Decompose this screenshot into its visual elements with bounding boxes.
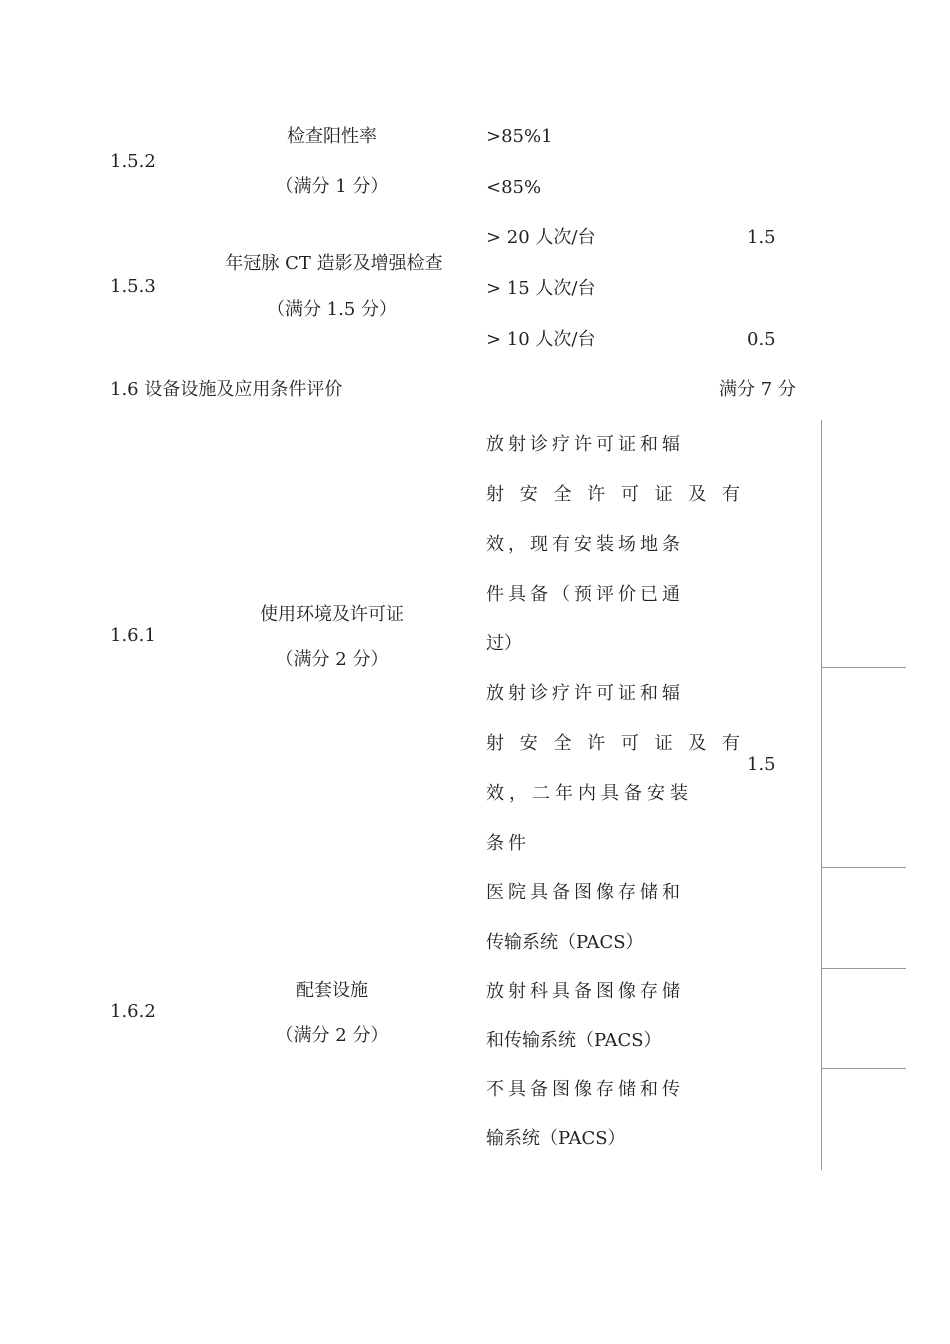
item-number: 1.6.2 (110, 1001, 156, 1022)
criterion: > 15 人次/台 (486, 278, 596, 299)
table-border-horizontal (821, 867, 906, 868)
option-line: 射 安 全 许 可 证 及 有 (486, 733, 746, 754)
item-score-note: （满分 2 分） (275, 649, 389, 670)
option-line: 效，现有安装场地条 (486, 534, 684, 555)
option-line: 输系统（PACS） (486, 1128, 626, 1149)
option-line: 效，二年内具备安装 (486, 783, 693, 804)
score-value: 1.5 (747, 754, 776, 775)
criterion: <85% (486, 177, 542, 198)
item-number: 1.6.1 (110, 625, 156, 646)
item-name: 年冠脉 CT 造影及增强检查 (225, 253, 443, 274)
criterion: > 20 人次/台 (486, 227, 596, 248)
option-line: 条件 (486, 833, 530, 854)
item-number: 1.5.2 (110, 151, 156, 172)
option-line: 不具备图像存储和传 (486, 1079, 684, 1100)
item-name: 使用环境及许可证 (260, 604, 404, 625)
item-name: 检查阳性率 (287, 126, 377, 147)
item-number: 1.5.3 (110, 276, 156, 297)
item-score-note: （满分 1.5 分） (266, 299, 398, 320)
table-border-horizontal (821, 667, 906, 668)
option-line: 和传输系统（PACS） (486, 1030, 662, 1051)
criterion: > 10 人次/台 (486, 329, 596, 350)
item-score-note: （满分 2 分） (275, 1025, 389, 1046)
option-line: 传输系统（PACS） (486, 932, 644, 953)
table-border-vertical (821, 420, 822, 1170)
option-line: 放射诊疗许可证和辐 (486, 434, 684, 455)
table-border-horizontal (821, 1068, 906, 1069)
option-line: 放射科具备图像存储 (486, 981, 684, 1002)
item-name: 配套设施 (296, 980, 368, 1001)
option-line: 件具备（预评价已通 (486, 584, 684, 605)
score-value: 1.5 (747, 227, 776, 248)
section-score: 满分 7 分 (719, 379, 796, 400)
option-line: 过） (486, 633, 522, 654)
section-title: 1.6 设备设施及应用条件评价 (110, 379, 343, 400)
criterion: >85%1 (486, 126, 553, 147)
option-line: 放射诊疗许可证和辐 (486, 683, 684, 704)
item-score-note: （满分 1 分） (275, 176, 389, 197)
option-line: 医院具备图像存储和 (486, 882, 684, 903)
score-value: 0.5 (747, 329, 776, 350)
table-border-horizontal (821, 968, 906, 969)
option-line: 射 安 全 许 可 证 及 有 (486, 484, 746, 505)
